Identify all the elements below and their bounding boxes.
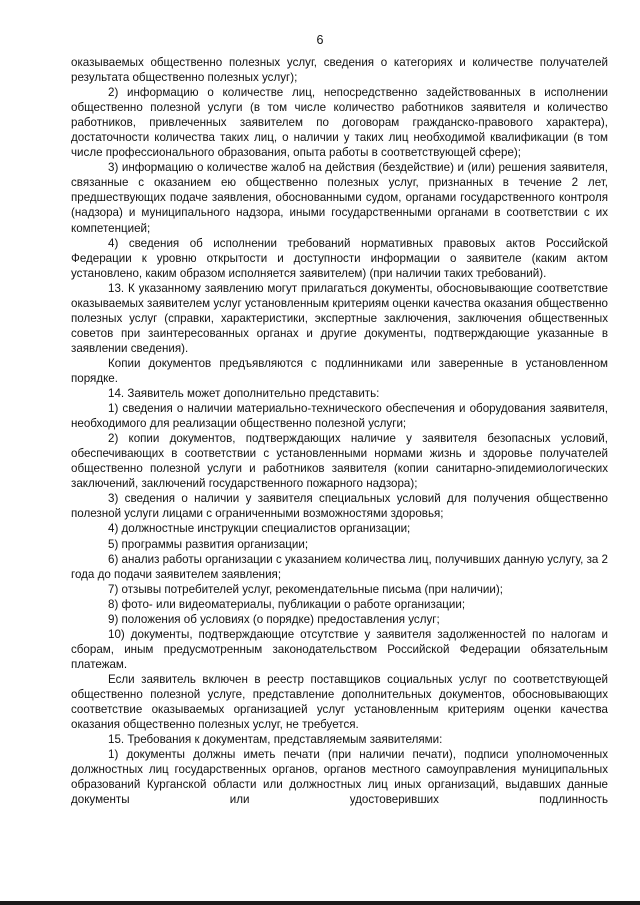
- page-number: 6: [316, 33, 324, 47]
- paragraph-copies: Копии документов предъявляются с подлинниками или заверенные в установленном порядке.: [71, 356, 608, 385]
- paragraph-15-item-1: 1) документы должны иметь печати (при наличии печати), подписи уполномоченных должностных лиц государственных органов, органов местного самоуправления муниципальных образований Курганской области или должностных лиц иных организаций, выдавших данные документы или удостоверивших подлинность: [71, 748, 608, 807]
- paragraph-14-item-2: 2) копии документов, подтверждающих наличие у заявителя безопасных условий, обеспечивающих в соответствии с установленными нормами жизнь и здоровье получателей общественно полезной услуги и работников заявителя (копии санитарно-эпидемиологических заключений, заключений государственного пожарного надзора);: [71, 432, 608, 491]
- paragraph-item-3-complaints: 3) информацию о количестве жалоб на действия (бездействие) и (или) решения заявителя, связанные с оказанием ею общественно полезных услуг, признанных в течение 2 лет, предшествующих подаче заявления, обоснованными судом, органами государственного контроля (надзора) и муниципального надзора, иными государственными органами в соответствии с их компетенцией;: [71, 161, 608, 235]
- paragraph-15-heading: 15. Требования к документам, представляемым заявителями:: [108, 733, 443, 747]
- paragraph-14-item-6: 6) анализ работы организации с указанием количества лиц, получивших данную услугу, за 2 года до подачи заявителем заявления;: [71, 552, 608, 581]
- paragraph-14-item-4: 4) должностные инструкции специалистов организации;: [108, 522, 411, 536]
- document-body: [71, 55, 608, 807]
- paragraph-14-heading: 14. Заявитель может дополнительно представить:: [108, 387, 380, 401]
- paragraph-14-item-9: 9) положения об условиях (о порядке) предоставления услуг;: [108, 612, 440, 626]
- paragraph-14-item-7: 7) отзывы потребителей услуг, рекомендательные письма (при наличии);: [108, 582, 503, 596]
- paragraph-14-item-3: 3) сведения о наличии у заявителя специальных условий для получения общественно полезной услуги лицами с ограниченными возможностями здоровья;: [71, 492, 608, 521]
- paragraph-14-item-1: 1) сведения о наличии материально-технического обеспечения и оборудования заявителя, необходимого для реализации общественно полезной услуги;: [71, 402, 608, 431]
- paragraph-14-item-10: 10) документы, подтверждающие отсутствие у заявителя задолженностей по налогам и сборам, иным предусмотренным законодательством Российской Федерации обязательным платежам.: [71, 627, 608, 671]
- paragraph-registry-exemption: Если заявитель включен в реестр поставщиков социальных услуг по соответствующей общественно полезной услуге, представление дополнительных документов, обосновывающих соответствие оказываемых организацией услуг установленным критериям оценки качества оказания общественно полезных услуг, не требуется.: [71, 672, 608, 732]
- paragraph-14-item-5: 5) программы развития организации;: [108, 537, 309, 551]
- paragraph-item-2-personnel: 2) информацию о количестве лиц, непосредственно задействованных в исполнении общественно полезной услуги (в том числе количество работников заявителя и количество работников, привлеченных заявителем по договорам гражданско-правового характера), достаточности количества таких лиц, о наличии у таких лиц необходимой квалификации (в том числе профессионального образования, опыта работы в соответствующей сфере);: [71, 86, 608, 160]
- paragraph-item-4-openness: 4) сведения об исполнении требований нормативных правовых актов Российской Федерации к уровню открытости и доступности информации о заявителе (каким актом установлено, каким образом исполняется заявителем) (при наличии таких требований).: [71, 236, 608, 280]
- paragraph-13-attachments: 13. К указанному заявлению могут прилагаться документы, обосновывающие соответствие оказываемых заявителем услуг установленным критериям оценки качества оказания общественно полезных услуг (справки, характеристики, экспертные заключения, заключения общественных советов при заинтересованных органах и другие документы, подтверждающие указанные в заявлении сведения).: [71, 281, 608, 355]
- scan-bottom-edge: [0, 901, 640, 905]
- paragraph-14-item-8: 8) фото- или видеоматериалы, публикации о работе организации;: [108, 597, 466, 611]
- paragraph-continuation: оказываемых общественно полезных услуг, сведения о категориях и количестве получателей результата общественно полезных услуг);: [71, 56, 608, 85]
